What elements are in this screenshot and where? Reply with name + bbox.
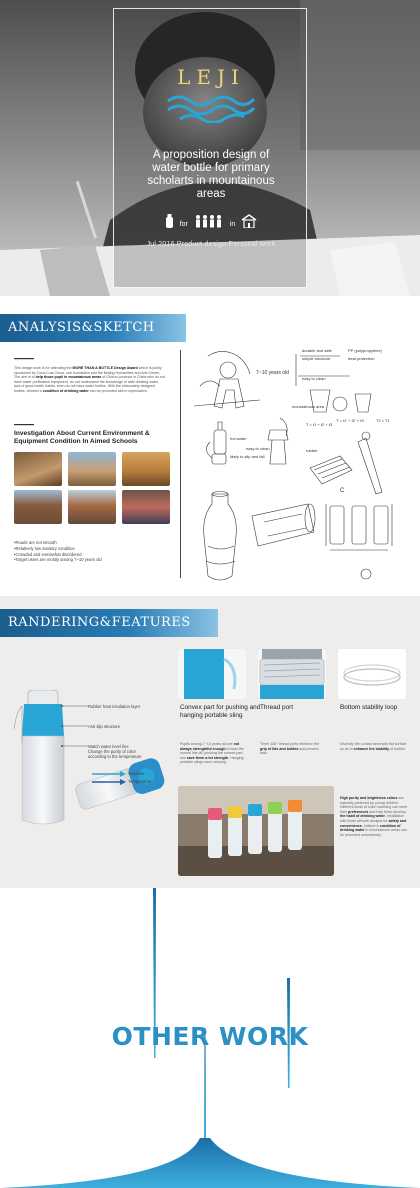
sketch-lid-bottle — [268, 418, 288, 464]
callout-lines — [60, 700, 90, 760]
thread-port-render — [258, 649, 326, 699]
callout-water-level — [88, 744, 142, 759]
sketch-technical-drawing — [326, 504, 392, 550]
school-photo — [14, 452, 62, 486]
school-photo — [68, 452, 116, 486]
sketch-note: mountainous area — [292, 404, 325, 409]
feature-text: . Installation with those artwork designs for — [340, 814, 405, 823]
bullet-item: •Relatively low sanitary condition — [14, 545, 75, 551]
rendering-banner: RANDERING&FEATURES — [0, 609, 218, 637]
investigation-bullets — [14, 540, 174, 563]
intro-bold: MORE THAN A BOTTLE Design Award — [72, 366, 138, 370]
intro-text: which is jointly sponsored by Coca-Cola China, one foundation and the Beijing Humanities and Arts Center. The aim is to — [14, 366, 162, 380]
feature-text: are naturally preferred by young children. Different kinds of color matching can meet their — [340, 796, 408, 814]
feature-text-bold: save them a lot strength — [186, 755, 229, 760]
icon-word-for: for — [179, 221, 188, 228]
sketch-ring — [361, 569, 371, 579]
column-divider — [180, 350, 181, 578]
school-photo-grid — [14, 452, 174, 524]
hero-icon-row — [114, 214, 308, 228]
feature-text-bold: grip of lids and bottles — [260, 746, 299, 751]
legend-variation: Variation — [128, 771, 145, 776]
callout-rubber: Rubber heat insulation layer — [88, 704, 141, 709]
section-rule — [14, 358, 34, 360]
convex-part-render — [178, 649, 246, 699]
bullet-item: •Crowded and somewhat disordered — [14, 551, 82, 557]
color-text — [340, 796, 410, 837]
hero-subtitle: Jul 2016 Product design Personal work — [146, 241, 276, 248]
callout-line: according to the temperature — [88, 754, 142, 759]
sketch-note: simple structure — [302, 356, 331, 361]
legend-temperature: Temperature — [128, 779, 152, 784]
feature-text: Three 180° thread ports reinforce the — [260, 742, 319, 746]
other-work-section — [0, 888, 420, 1188]
hero-title-line: areas — [196, 188, 226, 200]
feature-text: , children's — [361, 823, 380, 828]
sketch-note: easy to clean — [246, 446, 270, 451]
feature-text: . Hanging portable slings ease carrying. — [180, 755, 244, 765]
sketch-note: heat protection — [348, 356, 375, 361]
sketch-hand-bottle — [206, 422, 226, 464]
callout-anti-slip: Anti slip structure — [88, 724, 121, 729]
variation-arrows-icon — [90, 770, 130, 786]
feature-text-bold: not always strengthful enough — [180, 742, 240, 751]
sketch-child-figure — [194, 351, 260, 408]
feature-title-thread: Thread port — [260, 704, 294, 711]
feature-title-convex: Convex part for pushing and hanging portable sling — [180, 704, 261, 719]
hero-title-line: scholarts in mountainous — [147, 175, 275, 187]
school-photo — [122, 452, 170, 486]
analysis-intro — [14, 366, 166, 394]
feature-text: in mountainous areas can be promoted undoubtedly. — [340, 828, 407, 837]
sketch-board — [190, 346, 412, 586]
sketch-bottle-side — [252, 504, 315, 546]
school-photo — [122, 490, 170, 524]
icon-word-in: in — [229, 221, 236, 228]
feature-text: to twist the normal lids off, pushing the convex part can — [180, 746, 244, 760]
children-icon — [194, 214, 224, 228]
sketch-note: likely to slip and fall — [230, 454, 265, 459]
investigation-title: Investigation About Current Environment & Equipment Condition In Aimed Schools — [14, 430, 150, 445]
feature-text-bold: preferences — [348, 809, 369, 814]
hero-section — [0, 0, 420, 296]
sketch-bottle-large — [204, 492, 237, 581]
feature-text: and help them develop — [368, 809, 406, 814]
bottle-render-main — [14, 690, 174, 830]
school-photo — [68, 490, 116, 524]
sketch-note: 7~10 years old — [256, 370, 289, 376]
analysis-banner: ANALYSIS&SKETCH — [0, 314, 186, 342]
feature-text-bold: the habit of drinking water — [340, 814, 385, 819]
sketch-mat — [310, 456, 352, 484]
sketch-note: hot water — [230, 436, 247, 441]
bottle-icon — [165, 214, 174, 228]
sketch-note: easy to clean — [302, 376, 326, 381]
other-work-title: OTHER WORK — [111, 1022, 309, 1051]
intro-bold: help those pupil in mountainous areas — [35, 375, 102, 380]
school-photo — [14, 490, 62, 524]
sketch-formula: T = t1 + t2 + t3 — [306, 422, 333, 427]
sketch-formula: T2 < T1 — [376, 418, 390, 423]
hero-title-line: A proposition design of — [152, 149, 270, 161]
feature-text: and prevent leak. — [260, 746, 319, 756]
feature-text: of bottles. — [389, 746, 406, 751]
intro-text: can be promoted alot in expectation. — [88, 388, 148, 393]
callout-line: Watch water level line — [88, 744, 129, 749]
hero-title — [114, 149, 308, 201]
sketch-formula: T = t1' + t2' + t3' — [336, 418, 365, 423]
intro-text: of Guizou province in China who do not have water purification equipment, do not understand the knowledge of safe drinking water, lack of good health habits, even do not have water bottles. With the elaborately designed bottles, children's — [14, 375, 166, 393]
hero-title-frame — [113, 8, 307, 288]
feature-text: Pupils among 7~10 years old are — [180, 742, 234, 746]
section-rule — [14, 424, 34, 426]
feature-text-convex — [180, 742, 246, 765]
sketch-note: PP (polypropylene) — [348, 348, 382, 353]
feature-text-thread — [260, 742, 326, 756]
feature-text-loop — [340, 742, 408, 751]
sketch-letter: C — [340, 488, 345, 494]
bullet-item: •Target users are mostly among 7~10 years old — [14, 557, 102, 563]
wave-logo-icon — [166, 93, 256, 123]
sketch-note: durable and safe — [302, 348, 332, 353]
callout-line: Change the purity of color — [88, 749, 136, 754]
school-house-icon — [241, 214, 257, 228]
feature-text: Diversify the contact area with flat surface so as to — [340, 742, 407, 751]
intro-text: This design work is for attending the — [14, 366, 73, 370]
stability-loop-render — [338, 649, 406, 699]
feature-text-bold: condition of drinking water — [340, 823, 401, 833]
sketch-note: rubber — [306, 448, 318, 453]
feature-text-bold: safety and convenience — [340, 818, 407, 828]
color-lineup-photo — [178, 786, 334, 876]
feature-title-loop: Bottom stability loop — [340, 704, 398, 711]
hero-title-line: water bottle for primary — [152, 162, 270, 174]
intro-bold: condition of drinking water — [42, 388, 89, 393]
sketch-strap — [358, 432, 382, 494]
bullet-item: •Roads are not smooth — [14, 540, 57, 545]
feature-text-bold: High purity and brightness colors — [340, 796, 398, 800]
leji-logo: LEJI — [177, 65, 245, 89]
feature-text-bold: enhance the stability — [353, 746, 390, 751]
